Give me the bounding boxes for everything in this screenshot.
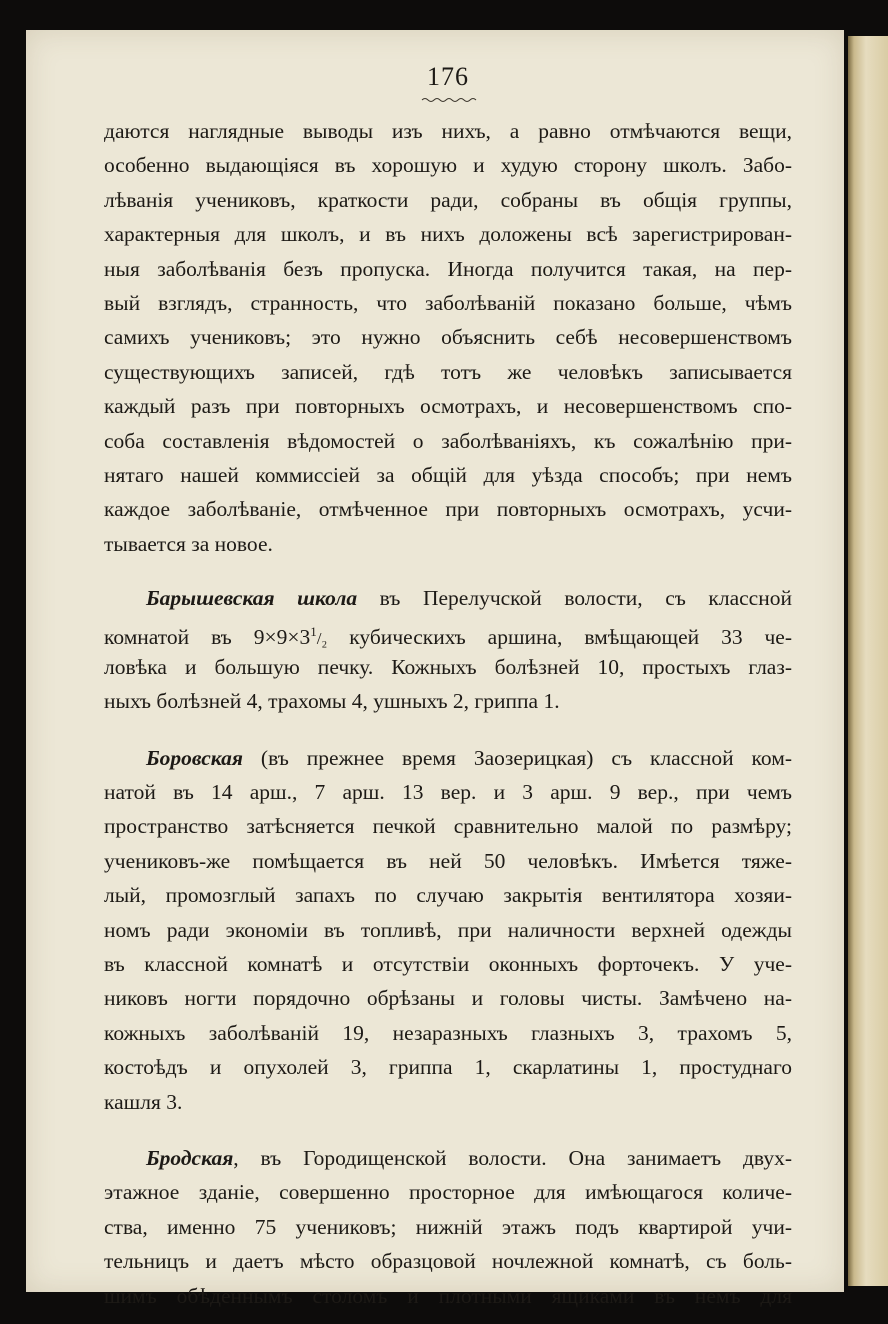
text-line: нятаго нашей коммиссіей за общій для уѣзда способъ; при немъ [104,462,792,487]
text-line: номъ ради экономіи въ топливѣ, при наличности верхней одежды [104,917,792,942]
text-line: кожныхъ заболѣваній 19, незаразныхъ глазныхъ 3, трахомъ 5, [104,1020,792,1045]
paragraph-intro [104,114,792,561]
text-line: самихъ учениковъ; это нужно объяснить себѣ несовершенствомъ [104,325,792,350]
text-line: этажное зданіе, совершенно просторное для имѣющагося количе- [104,1180,792,1205]
school-name: Боровская [146,745,243,770]
page-header [0,62,888,92]
adjacent-page-edge [848,36,888,1286]
text-line: лый, промозглый запахъ по случаю закрытія вентилятора хозяи- [104,883,792,908]
text-line: соба составленія вѣдомостей о заболѣваніяхъ, къ сожалѣнію при- [104,428,792,453]
text-line: учениковъ-же помѣщается въ ней 50 человѣкъ. Имѣется тяже- [104,848,792,873]
text-line: существующихъ записей, гдѣ тотъ же человѣкъ записывается [104,359,792,384]
text-line [104,581,792,615]
text-fragment: (въ прежнее время Заозерицкая) съ классной ком- [242,745,792,770]
text-line: тельницъ и даетъ мѣсто образцовой ночлежной комнатѣ, съ боль- [104,1249,792,1274]
text-line: каждое заболѣваніе, отмѣченное при повторныхъ осмотрахъ, усчи- [104,497,792,522]
body-text [104,114,792,1313]
paragraph-baryshevskaya [104,581,792,719]
text-fragment: , въ Городищенской волости. Она занимаетъ двух- [233,1145,792,1170]
text-line [104,1141,792,1175]
wave-ornament [420,96,480,104]
text-line: шимъ обѣденнымъ столомъ и плотными ящиками въ немъ для [104,1283,792,1308]
text-line: въ классной комнатѣ и отсутствіи оконныхъ форточекъ. У уче- [104,951,792,976]
text-line: вый взглядъ, странность, что заболѣваній показано больше, чѣмъ [104,290,792,315]
text-line: натой въ 14 арш., 7 арш. 13 вер. и 3 арш. 9 вер., при чемъ [104,780,792,805]
paragraph-brodskaya [104,1141,792,1313]
text-line: ства, именно 75 учениковъ; нижній этажъ подъ квартирой учи- [104,1214,792,1239]
text-line: характерныя для школъ, и въ нихъ доложены всѣ зарегистрирован- [104,222,792,247]
fraction-denominator: /₂ [316,629,328,649]
text-line: каждый разъ при повторныхъ осмотрахъ, и несовершенствомъ спо- [104,394,792,419]
text-fragment: въ Перелучской волости, съ классной [357,586,792,611]
page-number: 176 [427,62,469,91]
paragraph-borovskaya [104,741,792,1119]
fraction-numerator: 1 [310,624,317,640]
text-line: особенно выдающіяся въ хорошую и худую сторону школъ. Забо- [104,153,792,178]
school-name: Бродская [146,1145,234,1170]
text-line [104,615,792,649]
text-line: кашля 3. [104,1089,183,1114]
text-fragment: кубическихъ аршина, вмѣщающей 33 че- [327,625,792,650]
text-line: никовъ ногти порядочно обрѣзаны и головы чисты. Замѣчено на- [104,986,792,1011]
text-line: лѣванія учениковъ, краткости ради, собраны въ общія группы, [104,187,792,212]
text-line: ныя заболѣванія безъ пропуска. Иногда получится такая, на пер- [104,256,792,281]
school-name: Барышевская школа [146,586,358,611]
text-line [104,741,792,775]
text-line: ловѣка и большую печку. Кожныхъ болѣзней 10, простыхъ глаз- [104,654,792,679]
text-fragment: комнатой въ 9×9×3 [104,625,311,650]
text-line: костоѣдъ и опухолей 3, гриппа 1, скарлатины 1, простуднаго [104,1055,792,1080]
text-line: ныхъ болѣзней 4, трахомы 4, ушныхъ 2, гриппа 1. [104,689,560,714]
text-line: пространство затѣсняется печкой сравнительно малой по размѣру; [104,814,792,839]
text-line: даются наглядные выводы изъ нихъ, а равно отмѣчаются вещи, [104,119,792,143]
text-line: тывается за новое. [104,531,273,556]
